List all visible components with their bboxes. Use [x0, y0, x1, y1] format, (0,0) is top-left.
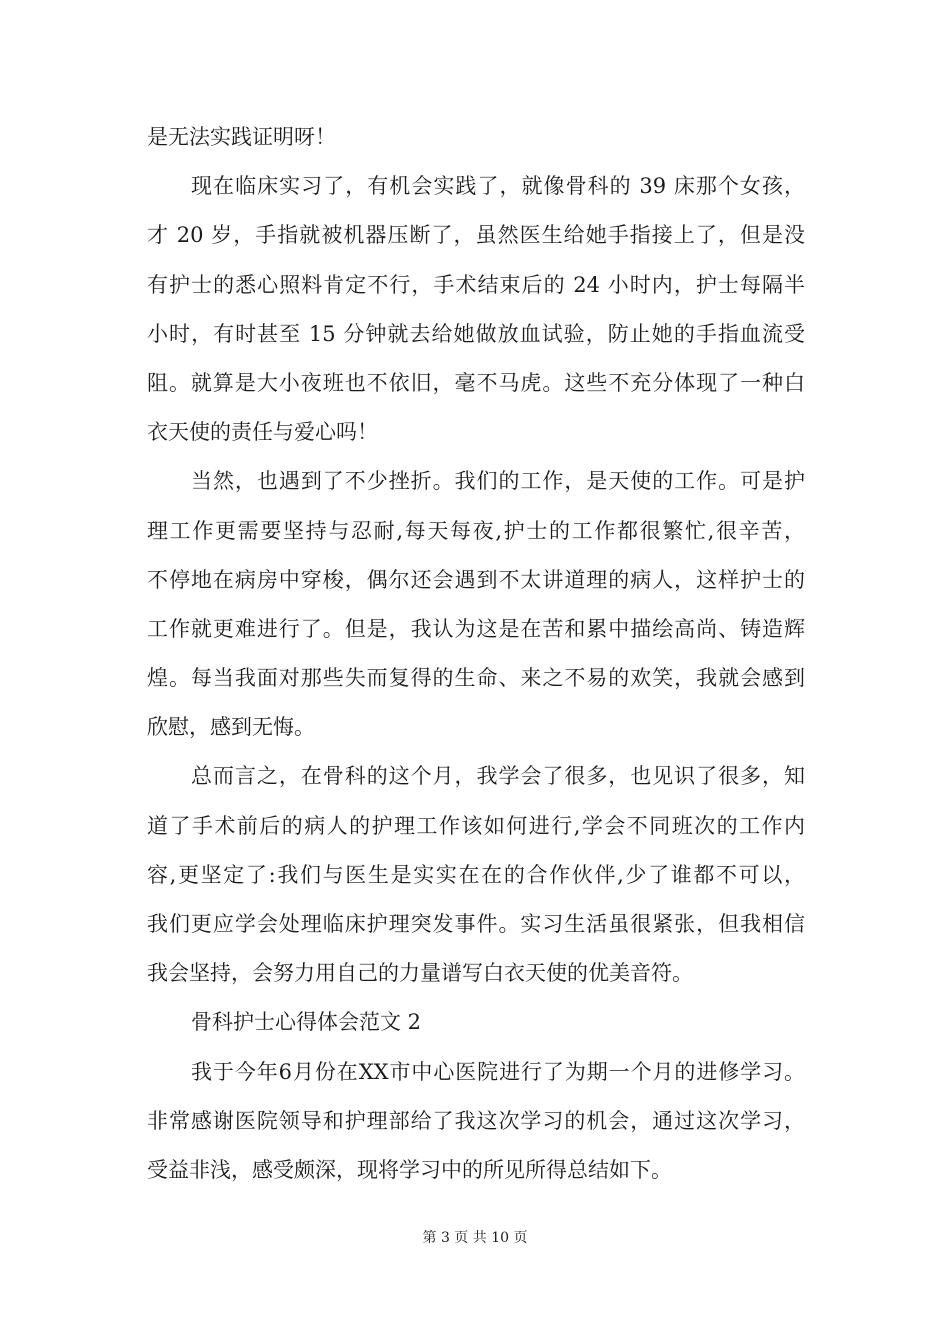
text-line: 衣天使的责任与爱心吗！ [147, 420, 378, 445]
text-line: 我于今年6月份在XX市中心医院进行了为期一个月的进修学习。 [191, 1059, 805, 1084]
text-line: 我会坚持，会努力用自己的力量谱写白衣天使的优美音符。 [147, 961, 693, 986]
text-line: 阻。就算是大小夜班也不依旧，毫不马虎。这些不充分体现了一种白 [147, 370, 805, 395]
text-line: 不停地在病房中穿梭，偶尔还会遇到不太讲道理的病人，这样护士的 [147, 567, 805, 592]
text-line: 容,更坚定了:我们与医生是实实在在的合作伙伴,少了谁都不可以， [147, 862, 805, 887]
page-footer: 第 3 页 共 10 页 [422, 1230, 528, 1246]
text-line: 工作就更难进行了。但是，我认为这是在苦和累中描绘高尚、铸造辉 [147, 616, 805, 641]
document-body [147, 113, 805, 1195]
text-line: 骨科护士心得体会范文 2 [191, 1010, 422, 1035]
text-line: 有护士的悉心照料肯定不行，手术结束后的 24 小时内，护士每隔半 [147, 272, 805, 297]
text-line: 是无法实践证明呀！ [147, 125, 336, 149]
text-line: 道了手术前后的病人的护理工作该如何进行,学会不同班次的工作内 [147, 813, 805, 838]
text-line: 理工作更需要坚持与忍耐,每天每夜,护士的工作都很繁忙,很辛苦， [147, 518, 805, 543]
text-line: 受益非浅，感受颇深，现将学习中的所见所得总结如下。 [147, 1157, 672, 1182]
text-line: 欣慰，感到无悔。 [147, 715, 315, 740]
text-line: 小时，有时甚至 15 分钟就去给她做放血试验，防止她的手指血流受 [147, 321, 805, 346]
text-line: 当然，也遇到了不少挫折。我们的工作，是天使的工作。可是护 [191, 469, 805, 494]
text-line: 现在临床实习了，有机会实践了，就像骨科的 39 床那个女孩， [191, 174, 805, 199]
text-line: 非常感谢医院领导和护理部给了我这次学习的机会，通过这次学习， [147, 1108, 805, 1133]
text-line: 才 20 岁，手指就被机器压断了，虽然医生给她手指接上了，但是没 [147, 223, 805, 248]
text-line: 我们更应学会处理临床护理突发事件。实习生活虽很紧张，但我相信 [147, 912, 805, 936]
text-line: 总而言之，在骨科的这个月，我学会了很多，也见识了很多，知 [191, 764, 805, 789]
text-line: 煌。每当我面对那些失而复得的生命、来之不易的欢笑，我就会感到 [147, 666, 805, 691]
